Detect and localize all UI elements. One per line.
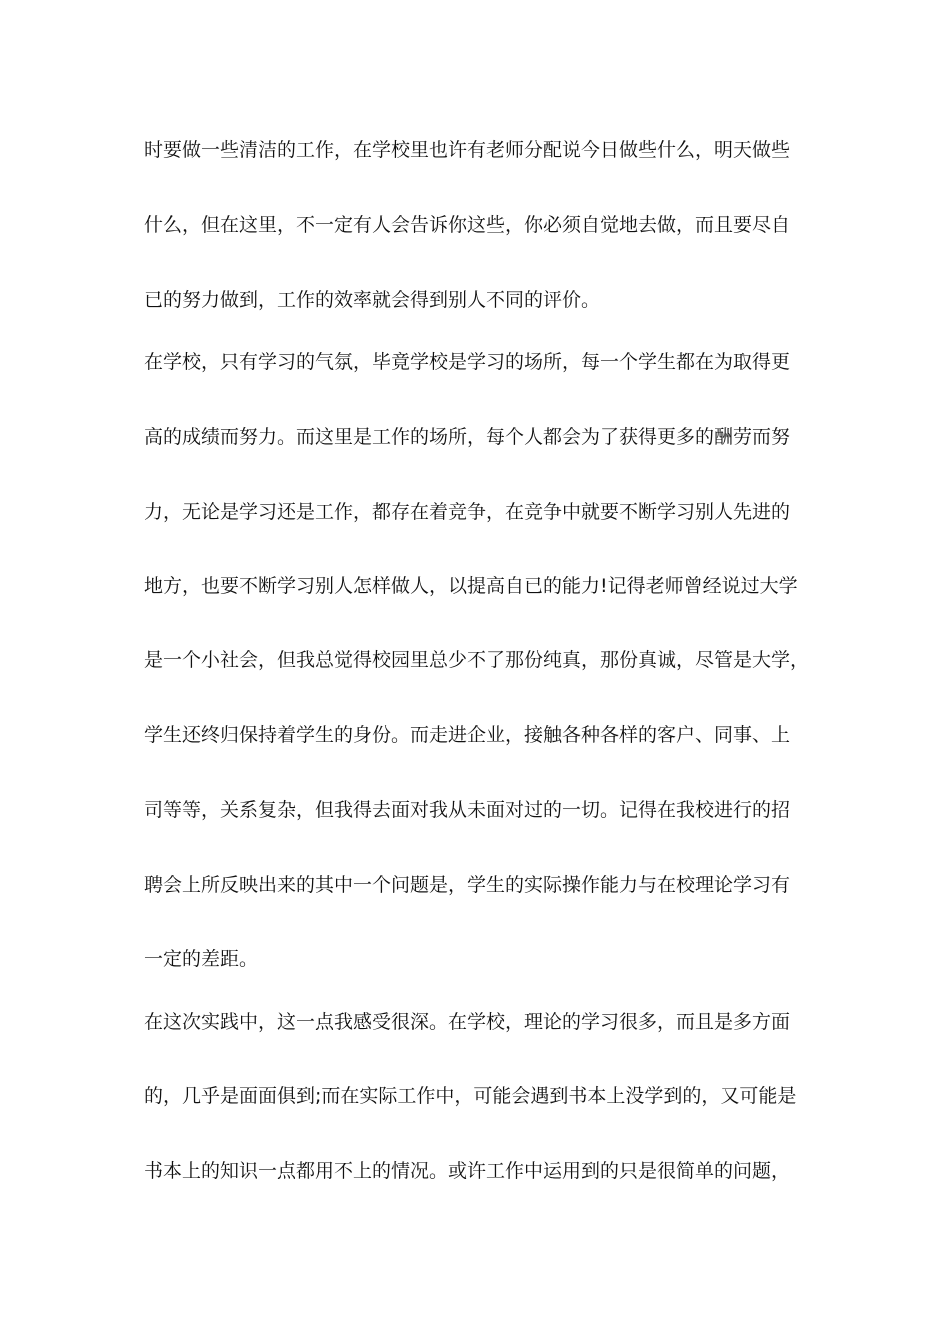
text-line: 高的成绩而努力。而这里是工作的场所，每个人都会为了获得更多的酬劳而努 <box>144 426 791 448</box>
text-line: 力，无论是学习还是工作，都存在着竞争，在竞争中就要不断学习别人先进的 <box>144 501 791 523</box>
text-line: 司等等，关系复杂，但我得去面对我从未面对过的一切。记得在我校进行的招 <box>144 799 791 821</box>
text-line: 聘会上所反映出来的其中一个问题是，学生的实际操作能力与在校理论学习有 <box>144 874 791 896</box>
text-line: 在学校，只有学习的气氛，毕竟学校是学习的场所，每一个学生都在为取得更 <box>144 351 791 373</box>
text-line: 什么，但在这里，不一定有人会告诉你这些，你必须自觉地去做，而且要尽自 <box>144 214 791 236</box>
text-line: 已的努力做到，工作的效率就会得到别人不同的评价。 <box>144 289 601 311</box>
text-line: 学生还终归保持着学生的身份。而走进企业，接触各种各样的客户、同事、上 <box>144 724 791 746</box>
text-line: 的，几乎是面面俱到;而在实际工作中，可能会遇到书本上没学到的，又可能是 <box>144 1085 797 1107</box>
text-line: 书本上的知识一点都用不上的情况。或许工作中运用到的只是很简单的问题， <box>144 1160 791 1182</box>
text-line: 在这次实践中，这一点我感受很深。在学校，理论的学习很多，而且是多方面 <box>144 1011 791 1033</box>
text-line: 时要做一些清洁的工作，在学校里也许有老师分配说今日做些什么，明天做些 <box>144 139 791 161</box>
text-line: 是一个小社会，但我总觉得校园里总少不了那份纯真，那份真诚，尽管是大学， <box>144 649 810 671</box>
text-line: 地方，也要不断学习别人怎样做人，以提高自已的能力!记得老师曾经说过大学 <box>144 575 798 597</box>
text-line: 一定的差距。 <box>144 948 259 970</box>
